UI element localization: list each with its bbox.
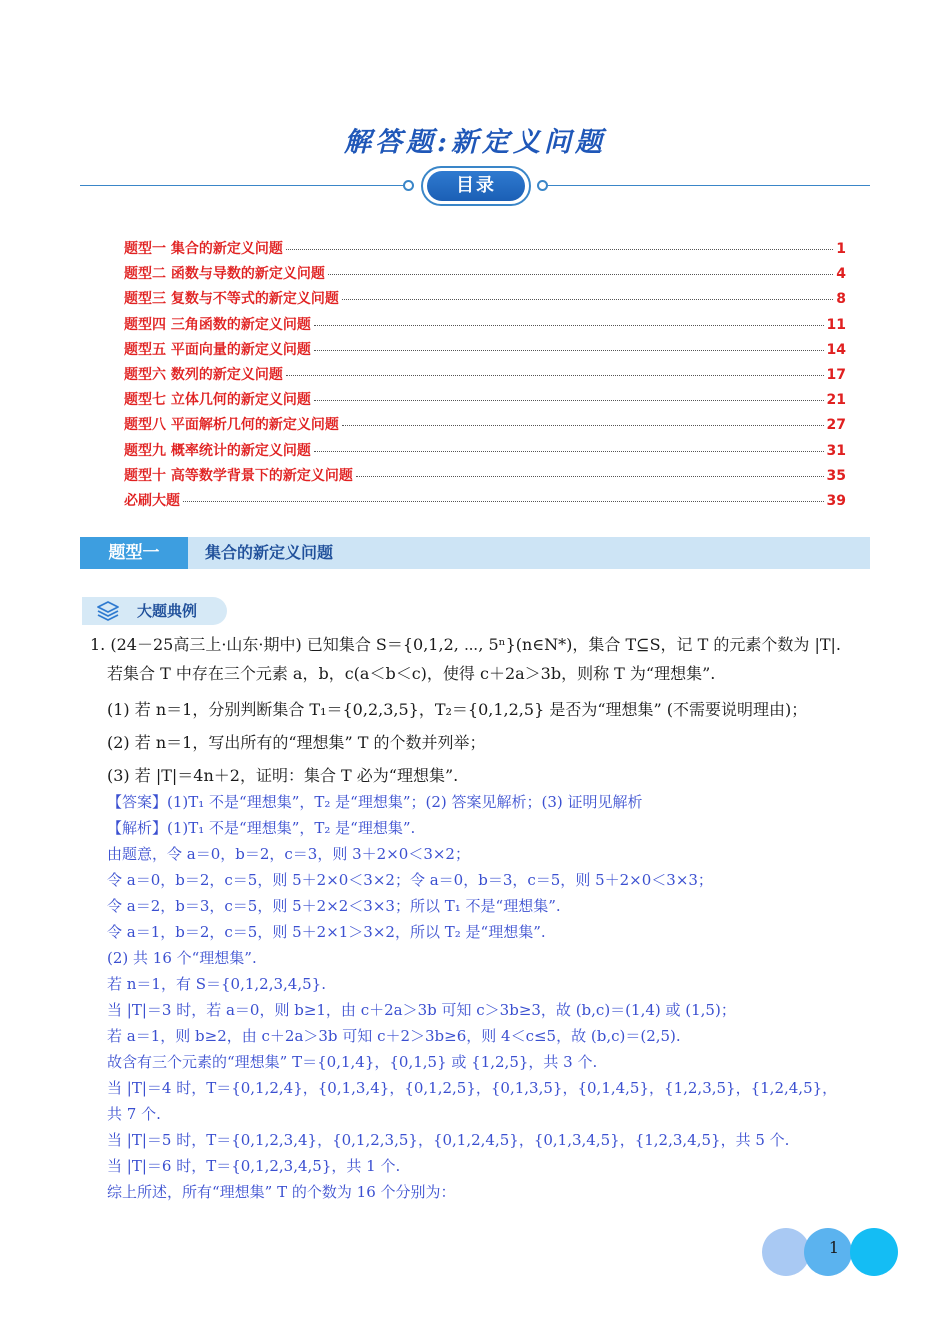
answer-line: 由题意，令 a＝0，b＝2，c＝3，则 3＋2×0＜3×2； [107, 845, 470, 863]
toc-entry[interactable] [124, 465, 846, 490]
answer-line: (2) 共 16 个“理想集”. [107, 949, 257, 967]
toc-entry-label: 题型三 复数与不等式的新定义问题 [124, 291, 339, 308]
toc-entry-label: 题型八 平面解析几何的新定义问题 [124, 417, 339, 434]
toc-entry[interactable] [124, 389, 846, 414]
document-title: 解答题:新定义问题 [344, 127, 606, 158]
toc-entry-label: 题型五 平面向量的新定义问题 [124, 341, 311, 358]
toc-entry[interactable] [124, 314, 846, 339]
toc-leader-dots [314, 350, 824, 351]
table-of-contents [124, 238, 846, 515]
answer-line: 综上所述，所有“理想集” T 的个数为 16 个分别为： [107, 1183, 456, 1201]
answer-line: 令 a＝1，b＝2，c＝5，则 5＋2×1＞3×2，所以 T₂ 是“理想集”. [107, 923, 546, 941]
section-tab: 题型一 [80, 537, 188, 569]
toc-entry-page: 1 [836, 241, 846, 257]
toc-entry-label: 题型四 三角函数的新定义问题 [124, 316, 311, 333]
toc-entry-label: 题型一 集合的新定义问题 [124, 241, 283, 257]
answer-line: 当 |T|＝3 时，若 a＝0，则 b≥1，由 c＋2a＞3b 可知 c＞3b≥3，故 (b,c)＝(1,4) 或 (1,5)； [107, 1001, 736, 1019]
answer-line: 若 n＝1，有 S＝{0,1,2,3,4,5}. [107, 975, 326, 993]
answer-line: 【解析】(1)T₁ 不是“理想集”，T₂ 是“理想集”. [107, 819, 416, 837]
answer-line: 当 |T|＝6 时，T＝{0,1,2,3,4,5}，共 1 个. [107, 1157, 401, 1175]
toc-entry-page: 39 [826, 492, 846, 509]
toc-entry-page: 4 [836, 266, 846, 283]
section-header-bar [80, 537, 870, 569]
toc-entry-page: 11 [826, 316, 846, 333]
toc-leader-dots [183, 501, 824, 502]
question-line: 1. (24－25高三上·山东·期中) 已知集合 S＝{0,1,2, ⋯, 5ⁿ}(n∈N*)，集合 T⊆S，记 T 的元素个数为 |T|. [90, 635, 842, 654]
toc-leader-dots [342, 425, 824, 426]
toc-entry-label: 题型十 高等数学背景下的新定义问题 [124, 467, 353, 484]
toc-divider-left [80, 185, 405, 186]
toc-entry-label: 题型六 数列的新定义问题 [124, 366, 283, 383]
question-line: (2) 若 n＝1，写出所有的“理想集” T 的个数并列举； [107, 733, 486, 752]
toc-entry[interactable] [124, 263, 846, 288]
answer-line: 【答案】(1)T₁ 不是“理想集”，T₂ 是“理想集”；(2) 答案见解析；(3) 证明见解析 [107, 793, 643, 811]
question-line: 若集合 T 中存在三个元素 a，b，c(a＜b＜c)，使得 c＋2a＞3b，则称 T 为“理想集”. [107, 664, 716, 683]
toc-entry[interactable] [124, 339, 846, 364]
toc-leader-dots [314, 400, 824, 401]
toc-entry[interactable] [124, 364, 846, 389]
toc-leader-dots [356, 476, 824, 477]
toc-entry-page: 21 [826, 392, 846, 409]
toc-entry-page: 14 [826, 341, 846, 358]
toc-entry[interactable] [124, 490, 846, 515]
toc-divider-dot-left [403, 180, 414, 191]
toc-entry[interactable] [124, 414, 846, 439]
answer-line: 当 |T|＝5 时，T＝{0,1,2,3,4}，{0,1,2,3,5}，{0,1,2,4,5}，{0,1,3,4,5}，{1,2,3,4,5}，共 5 个. [107, 1131, 790, 1149]
section-title: 集合的新定义问题 [205, 543, 334, 562]
toc-entry-label: 必刷大题 [124, 492, 180, 509]
answer-line: 当 |T|＝4 时，T＝{0,1,2,4}，{0,1,3,4}，{0,1,2,5}，{0,1,3,5}，{0,1,4,5}，{1,2,3,5}，{1,2,4,5}， [107, 1079, 838, 1097]
answer-line: 故含有三个元素的“理想集” T＝{0,1,4}，{0,1,5} 或 {1,2,5}，共 3 个. [107, 1053, 598, 1071]
answer-line: 令 a＝2，b＝3，c＝5，则 5＋2×2＜3×3；所以 T₁ 不是“理想集”. [107, 897, 561, 915]
toc-leader-dots [342, 299, 833, 300]
answer-line: 令 a＝0，b＝2，c＝5，则 5＋2×0＜3×2；令 a＝0，b＝3，c＝5，则 5＋2×0＜3×3； [107, 871, 713, 889]
layers-icon [96, 600, 120, 622]
toc-entry-label: 题型二 函数与导数的新定义问题 [124, 266, 325, 283]
decor-circle [850, 1228, 898, 1276]
toc-entry-page: 35 [826, 467, 846, 484]
example-tag-label: 大题典例 [137, 602, 198, 620]
toc-entry-label: 题型七 立体几何的新定义问题 [124, 392, 311, 409]
toc-leader-dots [286, 249, 833, 250]
toc-leader-dots [314, 325, 824, 326]
toc-entry-page: 31 [826, 442, 846, 459]
question-line: (1) 若 n＝1，分别判断集合 T₁＝{0,2,3,5}，T₂＝{0,1,2,5} 是否为“理想集” (不需要说明理由)； [107, 700, 808, 719]
toc-entry-page: 27 [826, 417, 846, 434]
toc-divider-dot-right [537, 180, 548, 191]
answer-line: 若 a＝1，则 b≥2，由 c＋2a＞3b 可知 c＋2＞3b≥6，则 4＜c≤5，故 (b,c)＝(2,5). [107, 1027, 681, 1045]
decor-circle [762, 1228, 810, 1276]
page-number: 1 [828, 1238, 840, 1257]
question-line: (3) 若 |T|＝4n＋2，证明：集合 T 必为“理想集”. [107, 766, 459, 785]
toc-leader-dots [328, 274, 833, 275]
toc-badge: 目录 [427, 171, 525, 201]
toc-entry[interactable] [124, 238, 846, 263]
toc-entry[interactable] [124, 288, 846, 313]
answer-line: 共 7 个. [107, 1105, 161, 1123]
toc-entry[interactable] [124, 440, 846, 465]
toc-divider-right [548, 185, 870, 186]
toc-leader-dots [314, 451, 824, 452]
toc-leader-dots [286, 375, 824, 376]
toc-entry-label: 题型九 概率统计的新定义问题 [124, 442, 311, 459]
toc-entry-page: 8 [836, 291, 846, 308]
toc-entry-page: 17 [826, 366, 846, 383]
